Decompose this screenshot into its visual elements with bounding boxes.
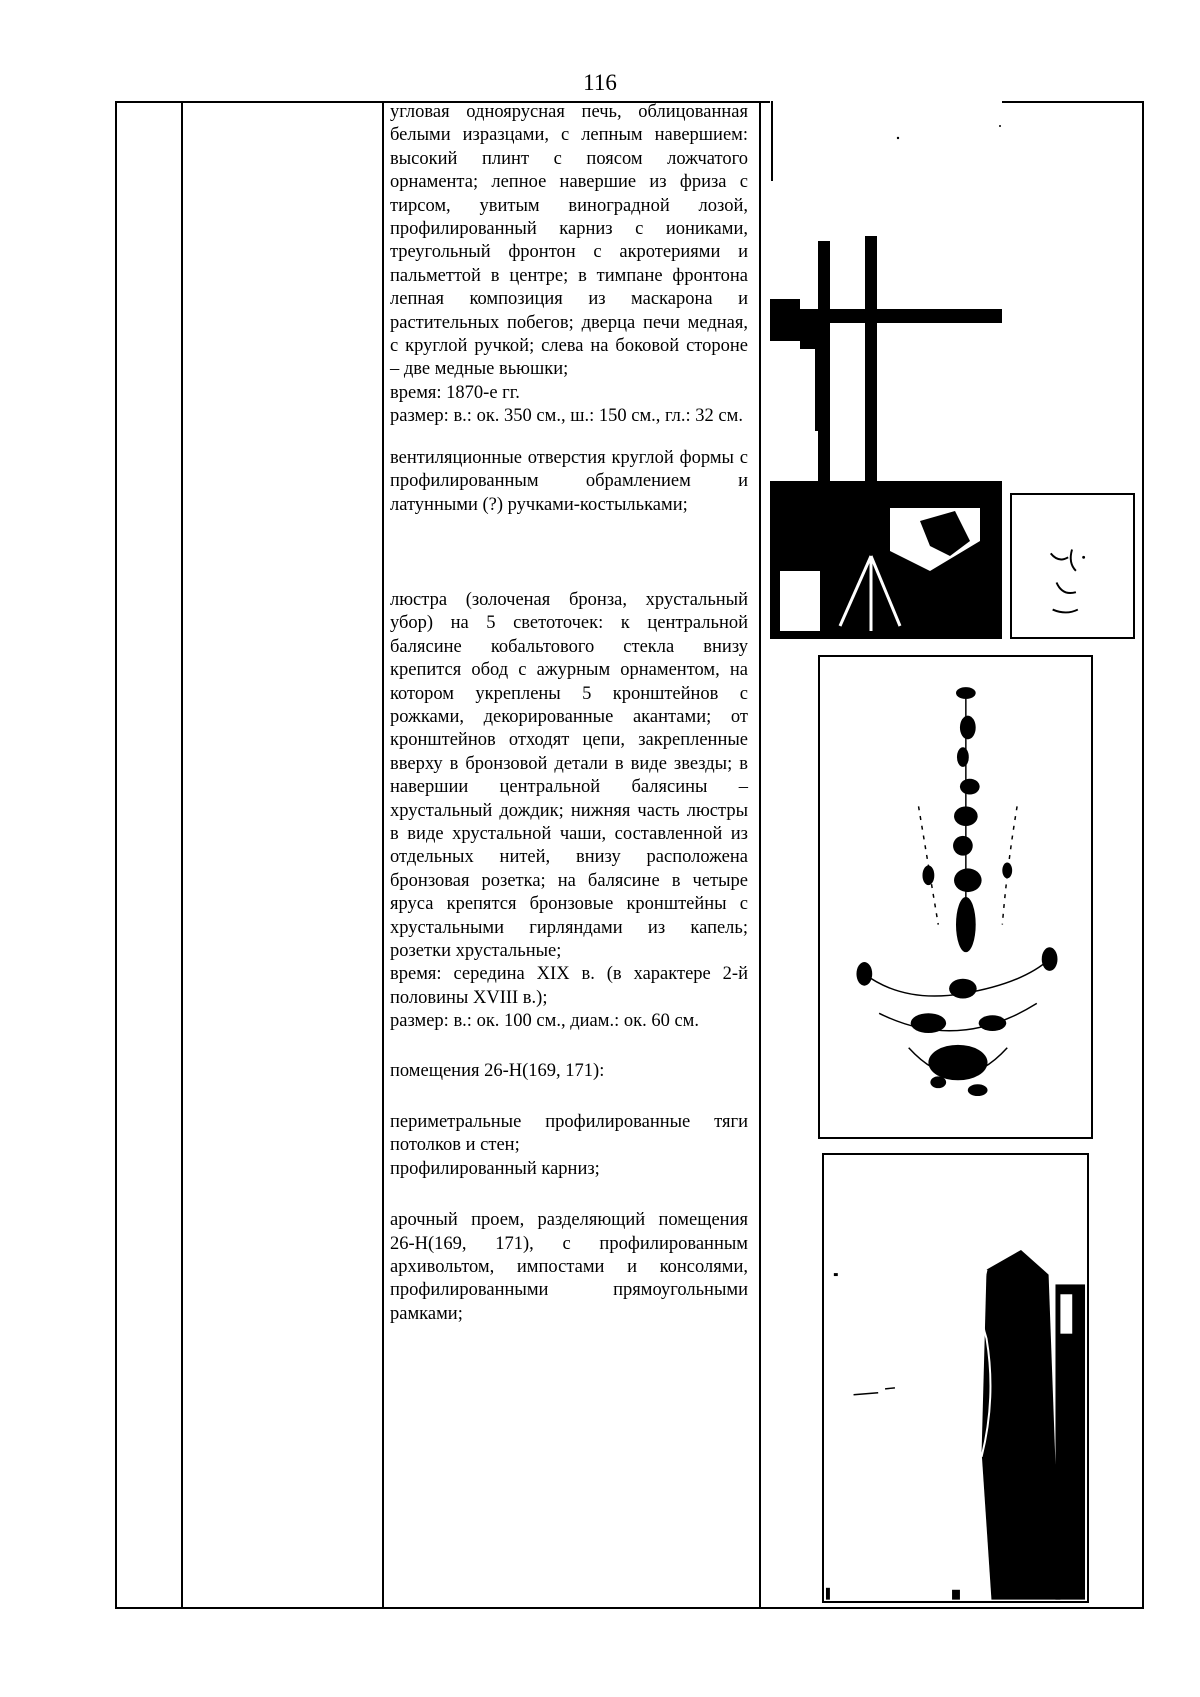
entry-arch — [390, 1209, 748, 1326]
arch-photo-image — [824, 1155, 1087, 1601]
entry-cornices — [390, 1111, 748, 1181]
entry-rooms-heading — [390, 1060, 748, 1083]
page-number: 116 — [583, 70, 617, 95]
rooms-heading: помещения 26-Н(169, 171): — [390, 1060, 605, 1081]
vent-photo — [1010, 493, 1135, 639]
entry-size: размер: в.: ок. 350 см., ш.: 150 см., гл.: 32 см. — [390, 406, 743, 427]
entry-vents — [390, 447, 748, 517]
entry-date: время: 1870-е гг. — [390, 382, 520, 403]
entry-text: угловая одноярусная печь, облицованная белыми изразцами, с лепным навершием: высокий плинт с поясом ложчатого орнамента; лепное навершие из фриза с тирсом, увитым виноградной лозой, профилированный карниз с иониками, треугольный фронтон с акротериями и пальметтой в центре; в тимпане фронтона лепная композиция из маскарона и растительных побегов; дверца печи медная, с круглой ручкой; слева на боковой стороне – две медные вьюшки; — [390, 102, 748, 380]
stove-photo — [770, 101, 1002, 639]
entry-text: вентиляционные отверстия круглой формы с профилированным обрамлением и латунными (?) ручками-костыльками; — [390, 447, 748, 515]
entry-stove — [390, 101, 748, 429]
entry-text: люстра (золоченая бронза, хрустальный убор) на 5 светоточек: к центральной балясине кобальтового стекла внизу крепится обод с ажурным орнаментом, на котором укреплены 5 кронштейнов с рожками, декорированные акантами; от кронштейнов отходят цепи, закрепленные вверху в бронзовой детали в виде звезды; в навершии центральной балясины – хрустальный дождик; нижняя часть люстры в виде хрустальной чаши, составленной из отдельных нитей, внизу расположена бронзовая розетка; на балясине в четыре яруса крепятся бронзовые кронштейны с хрустальными гирляндами из капель; розетки хрустальные; — [390, 589, 748, 961]
description-column — [390, 101, 748, 1326]
column-divider — [181, 103, 183, 1607]
entry-text: профилированный карниз; — [390, 1158, 600, 1179]
entry-size: размер: в.: ок. 100 см., диам.: ок. 60 см. — [390, 1011, 699, 1032]
entry-text: периметральные профилированные тяги потолков и стен; — [390, 1112, 748, 1156]
entry-text: арочный проем, разделяющий помещения 26-Н(169, 171), с профилированным архивольтом, импостами и консолями, профилированными прямоугольными рамками; — [390, 1210, 748, 1324]
chandelier-photo-image — [820, 657, 1091, 1137]
entry-chandelier — [390, 589, 748, 1034]
stove-photo-image — [770, 101, 1002, 639]
chandelier-photo — [818, 655, 1093, 1139]
column-divider — [382, 103, 384, 1607]
entry-date: время: середина XIX в. (в характере 2-й половины XVIII в.); — [390, 964, 748, 1008]
arch-photo — [822, 1153, 1089, 1603]
column-divider — [759, 103, 761, 1607]
vent-photo-image — [1012, 495, 1133, 637]
